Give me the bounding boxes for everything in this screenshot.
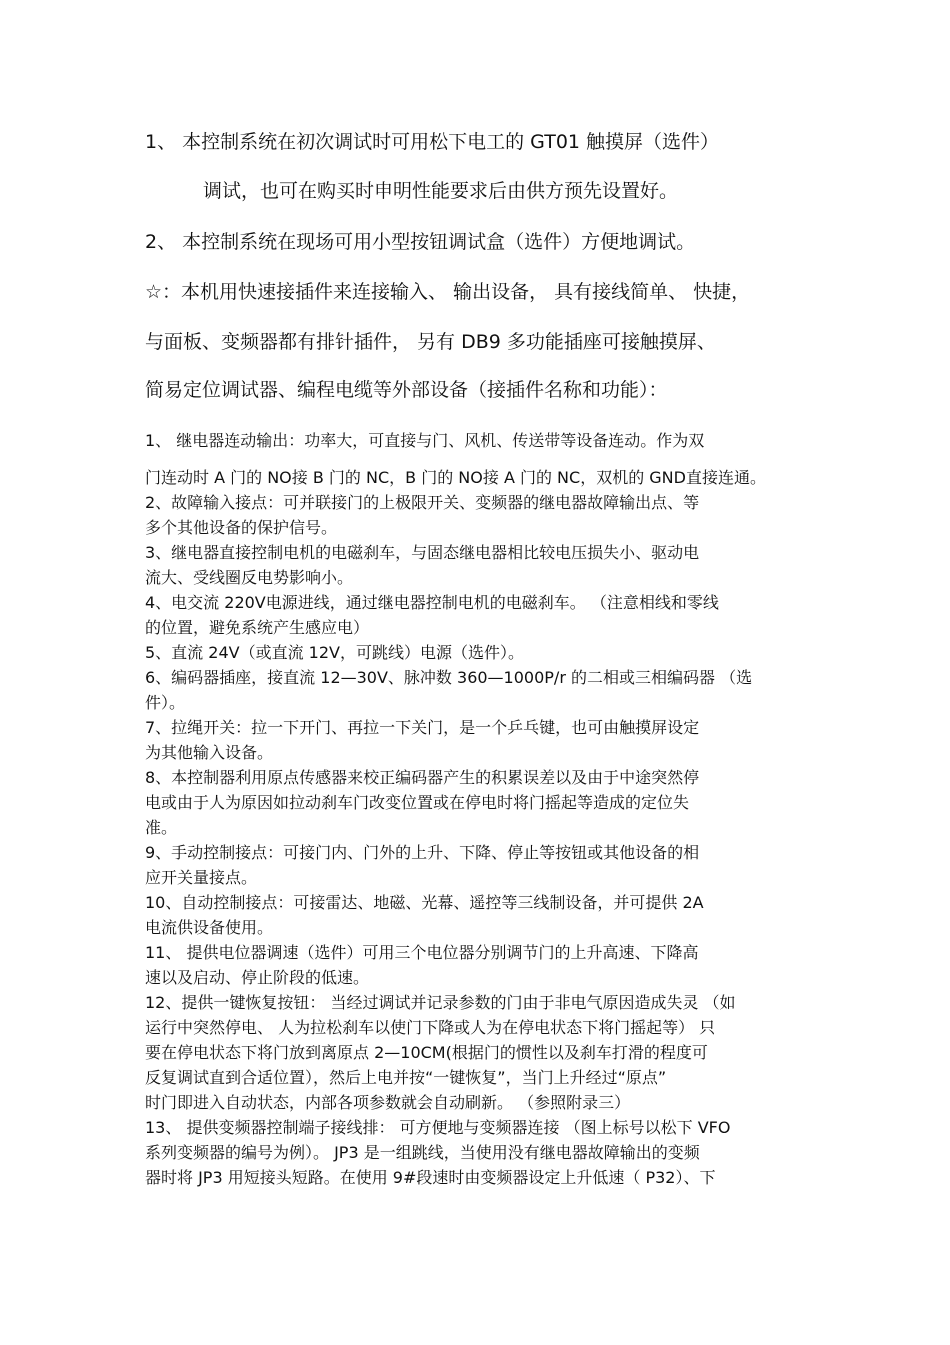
intro-line-2: 调试，也可在购买时申明性能要求后由供方预先设置好。 (203, 180, 679, 202)
item-line: 门连动时 A 门的 NO接 B 门的 NC，B 门的 NO接 A 门的 NC，双机的 GND直接连通。 (145, 468, 766, 487)
intro-line-4: ☆：本机用快速接插件来连接输入、 输出设备， 具有接线简单、 快捷， (145, 281, 751, 303)
intro-line-1: 1、 本控制系统在初次调试时可用松下电工的 GT01 触摸屏（选件） (145, 131, 720, 153)
intro-line-6: 简易定位调试器、编程电缆等外部设备（接插件名称和功能）： (145, 379, 668, 401)
item-line: 器时将 JP3 用短接头短路。在使用 9#段速时由变频器设定上升低速（ P32）、下 (145, 1168, 716, 1187)
intro-line-5: 与面板、变频器都有排针插件， 另有 DB9 多功能插座可接触摸屏、 (145, 331, 716, 353)
item-line: 为其他输入设备。 (145, 743, 274, 762)
item-line: 7、拉绳开关：拉一下开门、再拉一下关门，是一个乒乓键，也可由触摸屏设定 (145, 718, 700, 737)
item-line: 流大、受线圈反电势影响小。 (145, 568, 354, 587)
item-line: 反复调试直到合适位置），然后上电并按“一键恢复”，当门上升经过“原点” (145, 1068, 667, 1087)
item-line: 速以及启动、停止阶段的低速。 (145, 968, 370, 987)
item-line: 运行中突然停电、 人为拉松刹车以使门下降或人为在停电状态下将门摇起等） 只 (145, 1018, 716, 1037)
item-line: 件）。 (145, 693, 186, 712)
item-line: 系列变频器的编号为例）。 JP3 是一组跳线，当使用没有继电器故障输出的变频 (145, 1143, 700, 1162)
item-line: 5、直流 24V（或直流 12V，可跳线）电源（选件）。 (145, 643, 524, 662)
item-line: 13、 提供变频器控制端子接线排： 可方便地与变频器连接 （图上标号以松下 VFO (145, 1118, 731, 1137)
item-line: 的位置，避免系统产生感应电） (145, 618, 370, 637)
item-line: 12、提供一键恢复按钮： 当经过调试并记录参数的门由于非电气原因造成失灵 （如 (145, 993, 736, 1012)
item-line: 多个其他设备的保护信号。 (145, 518, 338, 537)
item-line: 4、电交流 220V电源进线，通过继电器控制电机的电磁刹车。 （注意相线和零线 (145, 593, 719, 612)
item-line: 电流供设备使用。 (145, 918, 274, 937)
item-line: 应开关量接点。 (145, 868, 258, 887)
intro-line-3: 2、 本控制系统在现场可用小型按钮调试盒（选件）方便地调试。 (145, 231, 696, 253)
item-line: 6、编码器插座，接直流 12—30V、脉冲数 360—1000P/r 的二相或三相编码器 （选 (145, 668, 753, 687)
item-line: 9、手动控制接点：可接门内、门外的上升、下降、停止等按钮或其他设备的相 (145, 843, 700, 862)
item-line: 时门即进入自动状态，内部各项参数就会自动刷新。 （参照附录三） (145, 1093, 631, 1112)
item-line: 准。 (145, 818, 178, 837)
item-line: 1、 继电器连动输出：功率大，可直接与门、风机、传送带等设备连动。作为双 (145, 431, 705, 450)
item-line: 3、继电器直接控制电机的电磁刹车，与固态继电器相比较电压损失小、驱动电 (145, 543, 700, 562)
item-line: 电或由于人为原因如拉动刹车门改变位置或在停电时将门摇起等造成的定位失 (145, 793, 690, 812)
item-line: 11、 提供电位器调速（选件）可用三个电位器分别调节门的上升高速、下降高 (145, 943, 699, 962)
item-line: 10、自动控制接点：可接雷达、地磁、光幕、遥控等三线制设备，并可提供 2A (145, 893, 704, 912)
item-line: 8、本控制器利用原点传感器来校正编码器产生的积累误差以及由于中途突然停 (145, 768, 700, 787)
item-line: 2、故障输入接点：可并联接门的上极限开关、变频器的继电器故障输出点、等 (145, 493, 700, 512)
item-line: 要在停电状态下将门放到离原点 2—10CM(根据门的惯性以及刹车打滑的程度可 (145, 1043, 708, 1062)
